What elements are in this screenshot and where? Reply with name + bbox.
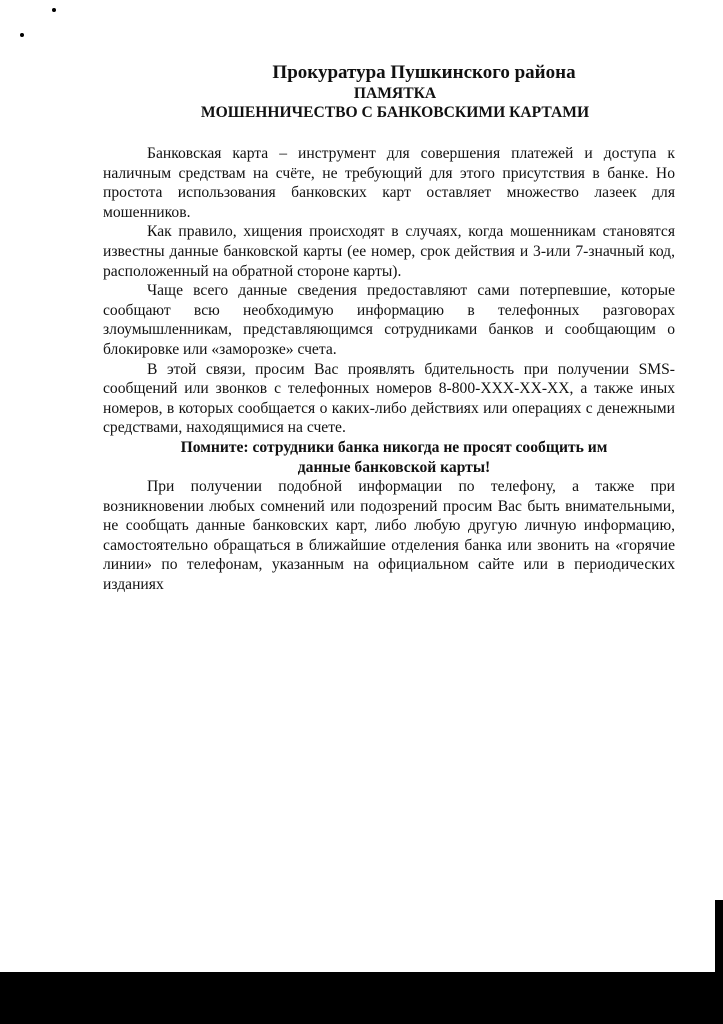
paragraph-1: Банковская карта – инструмент для совершения платежей и доступа к наличным средствам на счёте, не требующий для этого присутствия в банке. Но простота использования банковских карт оставляет множество лазеек для мошенников. xyxy=(103,145,675,221)
paragraph-3: Чаще всего данные сведения предоставляют сами потерпевшие, которые сообщают всю необходимую информацию в телефонных разговорах злоумышленникам, представляющимся сотрудниками банков и сообщающим о блокировке или «заморозке» счета. xyxy=(103,282,675,358)
office-title: Прокуратура Пушкинского района xyxy=(272,62,576,83)
memo-document xyxy=(103,62,675,595)
scan-edge-shadow xyxy=(715,900,723,980)
paragraph-2: Как правило, хищения происходят в случаях, когда мошенникам становятся известны данные банковской карты (ее номер, срок действия и 3-или 7-значный код, расположенный на обратной стороне карты). xyxy=(103,223,675,280)
warning-line-1: Помните: сотрудники банка никогда не просят сообщить им xyxy=(180,438,608,456)
scan-artifact-dot xyxy=(20,33,24,37)
closing-paragraph: При получении подобной информации по телефону, а также при возникновении любых сомнений или подозрений просим Вас быть внимательными, не сообщать данные банковских карт, либо любую другую личную информацию, самостоятельно обращаться в ближайшие отделения банка или звонить на «горячие линии» по телефонам, указанным на официальном сайте или в периодических изданиях xyxy=(103,478,675,594)
warning-line-2: данные банковской карты! xyxy=(297,458,491,476)
scan-bottom-border xyxy=(0,972,723,1024)
doc-type-heading: ПАМЯТКА xyxy=(353,85,437,102)
subject-heading: МОШЕННИЧЕСТВО С БАНКОВСКИМИ КАРТАМИ xyxy=(200,104,590,121)
scan-artifact-dot xyxy=(52,8,56,12)
paragraph-4: В этой связи, просим Вас проявлять бдительность при получении SMS-сообщений или звонков с телефонных номеров 8-800-ХХХ-ХХ-ХХ, а также иных номеров, в которых сообщается о каких-либо действиях или операциях с денежными средствами, находящимися на счете. xyxy=(103,360,675,437)
